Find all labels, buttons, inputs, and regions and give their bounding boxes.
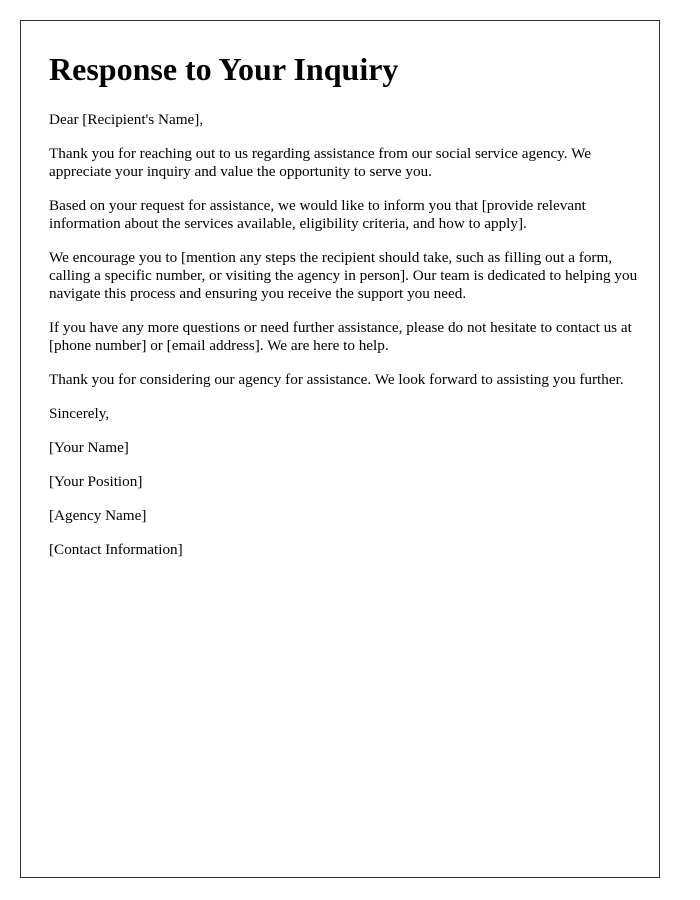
letter-title: Response to Your Inquiry <box>49 51 399 87</box>
body-paragraph-5: Thank you for considering our agency for assistance. We look forward to assisting you further. <box>49 371 624 388</box>
letter-content <box>49 49 639 575</box>
signature-name: [Your Name] <box>49 439 129 456</box>
salutation: Dear [Recipient's Name], <box>49 111 204 128</box>
signature-position: [Your Position] <box>49 473 143 490</box>
body-paragraph-4: If you have any more questions or need further assistance, please do not hesitate to contact us at [phone number] or [email address]. We are here to help. <box>49 319 632 354</box>
signature-contact: [Contact Information] <box>49 541 183 558</box>
letter-page <box>20 20 660 878</box>
signature-agency: [Agency Name] <box>49 507 147 524</box>
body-paragraph-1: Thank you for reaching out to us regarding assistance from our social service agency. We appreciate your inquiry and value the opportunity to serve you. <box>49 145 591 180</box>
body-paragraph-3: We encourage you to [mention any steps the recipient should take, such as filling out a form, calling a specific number, or visiting the agency in person]. Our team is dedicated to helping you navigate this process and ensuring you receive the support you need. <box>49 249 638 302</box>
body-paragraph-2: Based on your request for assistance, we would like to inform you that [provide relevant information about the services available, eligibility criteria, and how to apply]. <box>49 197 586 232</box>
closing: Sincerely, <box>49 405 110 422</box>
